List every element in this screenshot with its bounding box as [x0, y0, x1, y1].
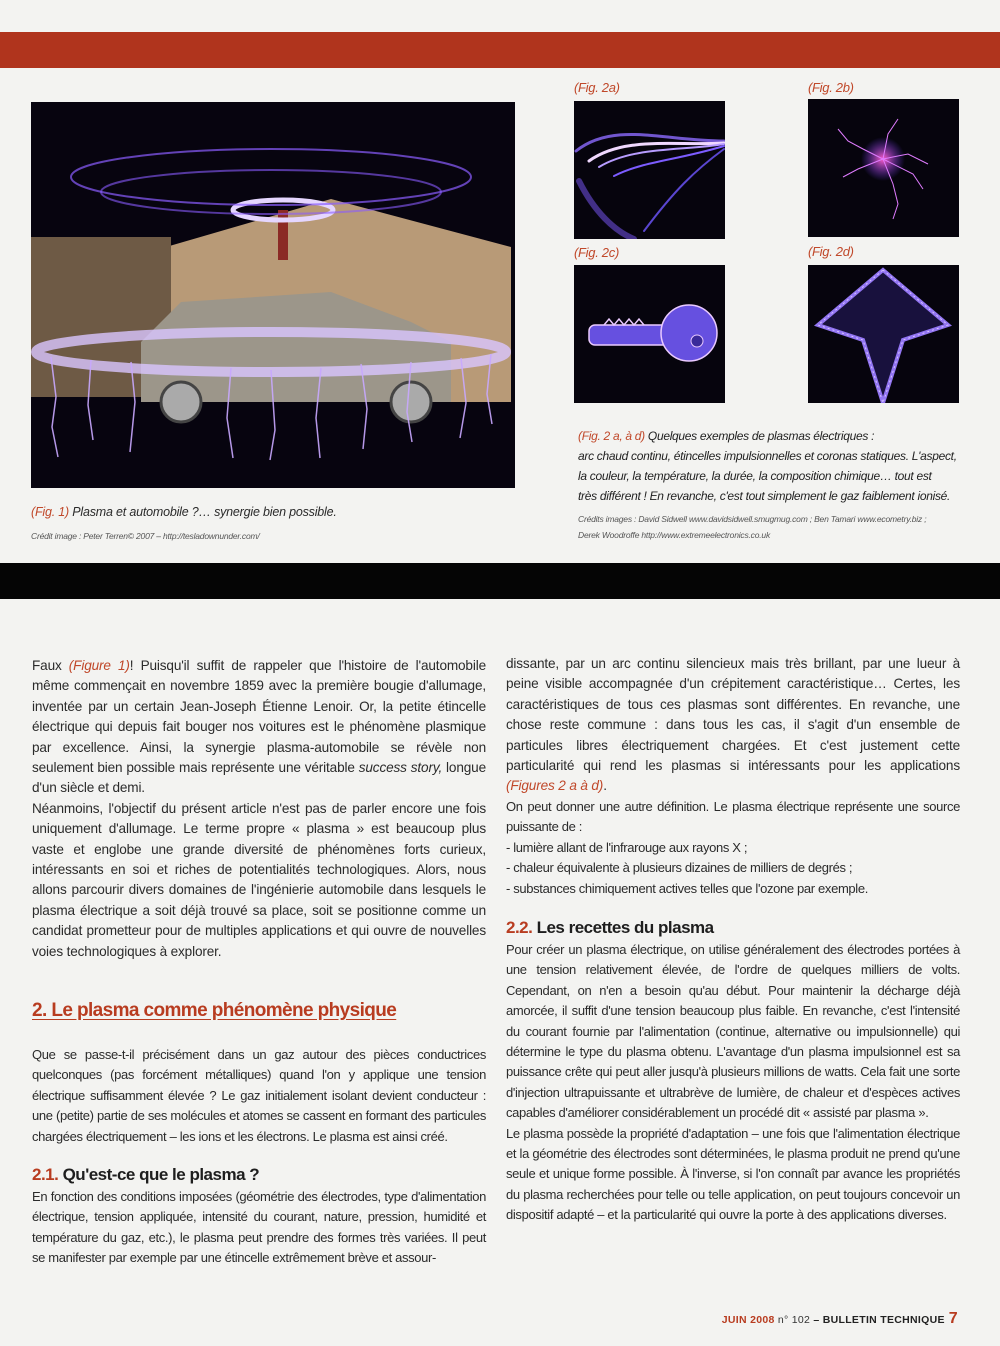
figure-2b-label: (Fig. 2b) [808, 80, 854, 95]
figure-2-credit-line: Derek Woodroffe http://www.extremeelectronics.co.uk [578, 530, 770, 540]
intro-paragraph-2: Néanmoins, l'objectif du présent article n'est pas de parler encore une fois uniquement d'allumage. Le terme propre « plasma » est beaucoup plus vaste et englobe une grande diversité de phénomènes forts curieux, intéressants en soi et riches de potentialités technologiques. Alors, nous allons parcourir divers domaines de l'ingénierie automobile dans lesquels le plasma électrique a soit déjà trouvé sa place, soit se positionne comme un candidat prometteur pour de multiples applications et qui ouvre de nouvelles voies technologiques à explorer. [32, 800, 486, 959]
section-2-text [32, 1045, 486, 1147]
footer-date: JUIN 2008 [721, 1314, 775, 1326]
figure-2-credits [578, 511, 978, 543]
figure-1-caption [31, 505, 337, 519]
figure-2c-label: (Fig. 2c) [574, 245, 619, 260]
section-2-1-text [32, 1187, 486, 1269]
figure-2-caption [578, 426, 978, 506]
section-2-1-title: Qu'est-ce que le plasma ? [58, 1165, 260, 1184]
right-paragraph-1-text: dissante, par un arc continu silencieux mais très brillant, par une lueur à peine visible accompagnée d'un crépitement caractéristique… Certes, les caractéristiques de tous ces plasmas sont différentes. En revanche, une chose reste commune : dans tous les cas, il s'agit d'un ensemble de particules libres électriquement chargées. Et c'est justement cette particularité qui rend les plasmas si intéressants pour les applications [506, 656, 960, 774]
figure-2a-label: (Fig. 2a) [574, 80, 620, 95]
definition-paragraph: On peut donner une autre définition. Le plasma électrique représente une source puissante de : [506, 799, 960, 835]
figure-2b-spark-photo [808, 99, 959, 237]
definition-list [506, 838, 960, 899]
section-2-1-number: 2.1. [32, 1165, 59, 1184]
figure-1-photo-plasma-car [31, 102, 515, 488]
figure-1-inline-ref: (Figure 1) [68, 658, 130, 673]
right-paragraph-1-end: . [603, 778, 607, 794]
intro-end: longue d'un siècle et demi. [32, 760, 486, 796]
figure-2-caption-line: la couleur, la température, la durée, la composition chimique… tout est [578, 469, 932, 483]
figure-2d-diamond-corona-photo [808, 265, 959, 403]
section-2-2-number: 2.2. [506, 918, 533, 937]
separator-black-band [0, 563, 1000, 599]
page-footer [722, 1310, 958, 1328]
section-2-heading: 2. Le plasma comme phénomène physique [32, 1000, 397, 1021]
figure-2-caption-line: Quelques exemples de plasmas électriques : [644, 429, 875, 443]
figure-2-caption-line: très différent ! En revanche, c'est tout simplement le gaz faiblement ionisé. [578, 489, 951, 503]
right-paragraph-1 [506, 654, 960, 797]
section-2-1-heading [32, 1165, 259, 1185]
intro-paragraph-1 [32, 656, 486, 799]
definition-list-item: - chaleur équivalente à plusieurs dizaines de milliers de degrés ; [506, 860, 853, 876]
definition-block [506, 797, 960, 899]
footer-issue: n° 102 [774, 1314, 814, 1326]
figure-2-credit-line: Crédits images : David Sidwell www.davidsidwell.smugmug.com ; Ben Tamari www.ecometry.biz ; [578, 514, 927, 524]
figure-2-inline-ref: (Figures 2 a à d) [506, 778, 604, 794]
section-2-paragraph: Que se passe-t-il précisément dans un gaz autour des pièces conductrices quelconques (pas forcément métalliques) quand l'on y applique une tension électrique suffisamment élevée ? Le gaz initialement isolant devient conducteur : une (petite) partie de ses molécules et atomes se cassent en formant des particules chargées électriquement – les ions et les électrons. Le plasma est ainsi créé. [32, 1047, 486, 1144]
figure-2c-key-corona-photo [574, 265, 725, 403]
figure-2-ref: (Fig. 2 a, à d) [578, 429, 645, 443]
figure-1-ref: (Fig. 1) [31, 505, 69, 519]
definition-list-item: - substances chimiquement actives telles que l'ozone par exemple. [506, 880, 868, 896]
section-2-2-paragraph-2: Le plasma possède la propriété d'adaptation – une fois que l'alimentation électrique et la géométrie des électrodes sont déterminées, le plasma produit ne prend qu'une seule et unique forme possible. À l'inverse, si l'on connaît par avance les propriétés du plasma recherchées pour telle ou telle application, on peut toujours concevoir un dispositif adapté – et la particularité qui ouvre la porte à des applications diverses. [506, 1125, 960, 1223]
intro-text [32, 656, 486, 962]
intro-start: Faux [32, 658, 69, 673]
section-2-2-paragraph-1: Pour créer un plasma électrique, on utilise généralement des électrodes portées à une tension relativement élevée, de l'ordre de quelques milliers de volts. Cependant, on n'en a besoin qu'au début. Pour maintenir la décharge déjà amorcée, il suffit d'une tension beaucoup plus faible. En revanche, c'est l'intensité du courant fournie par l'alimentation (continue, alternative ou impulsionnelle) qui détermine le type du plasma obtenu. L'avantage d'un plasma impulsionnel est sa puissance crête qui peut aller jusqu'à plusieurs millions de watts. Cela fait une sorte d'injection ultrapuissante et ultrabrève de lumière, de chaleur et d'espèces actives capables d'améliorer considérablement un procédé dit « assisté par plasma ». [506, 942, 960, 1121]
figure-2-caption-line: arc chaud continu, étincelles impulsionnelles et coronas statiques. L'aspect, [578, 449, 957, 463]
figure-1-caption-text: Plasma et automobile ?… synergie bien possible. [69, 505, 337, 519]
section-2-2-text [506, 940, 960, 1226]
section-2-2-title: Les recettes du plasma [532, 918, 714, 937]
intro-text-body: ! Puisqu'il suffit de rappeler que l'histoire de l'automobile même commençait en novembre 1859 avec la première bougie d'allumage, inventée par un certain Jean-Joseph Étienne Lenoir. Or, la petite étincelle électrique qui depuis fait bouger nos voitures est le phénomène plasmique par excellence. Ainsi, la synergie plasma-automobile se révèle non seulement bien possible mais représente une véritable [32, 658, 486, 776]
figure-1-credit: Crédit image : Peter Terren© 2007 – http://tesladownunder.com/ [31, 531, 260, 541]
right-column-text [506, 654, 960, 797]
figure-2d-label: (Fig. 2d) [808, 244, 854, 259]
page-number: 7 [948, 1310, 958, 1327]
header-red-band [0, 32, 1000, 68]
figure-2a-arc-photo [574, 101, 725, 239]
intro-italic: success story, [358, 760, 443, 776]
section-2-1-paragraph: En fonction des conditions imposées (géométrie des électrodes, type d'alimentation électrique, tension appliquée, intensité du courant, nature, pression, humidité et température du gaz, etc.), le plasma peut prendre des formes très variées. Il peut se manifester par exemple par une étincelle extrêmement brève et assour- [32, 1189, 486, 1266]
definition-list-item: - lumière allant de l'infrarouge aux rayons X ; [506, 839, 748, 855]
section-2-2-heading [506, 918, 714, 938]
footer-publication: – BULLETIN TECHNIQUE [813, 1314, 945, 1326]
